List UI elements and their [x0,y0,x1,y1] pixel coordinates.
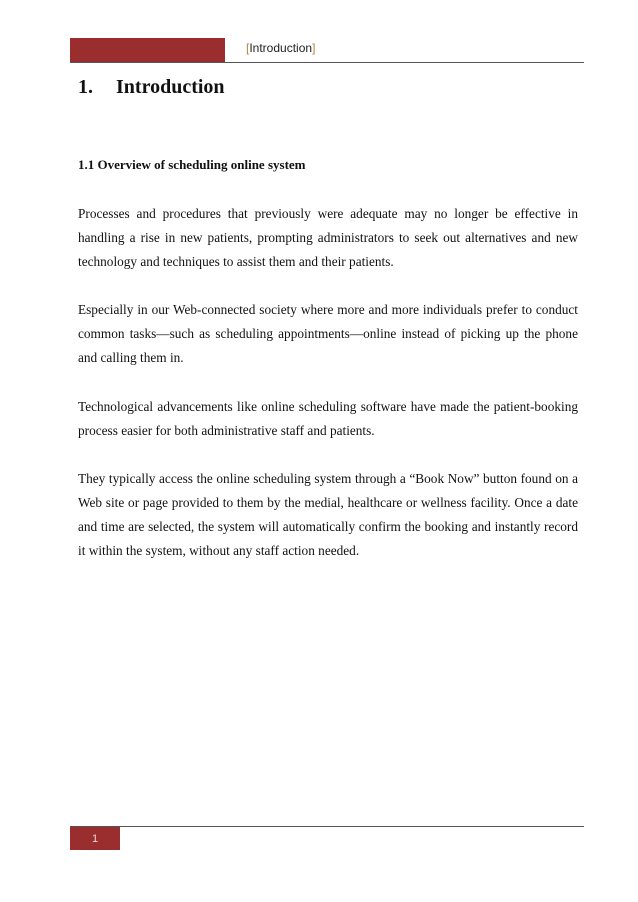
running-header [246,41,315,55]
header-bracket-open: [ [246,41,250,55]
body-paragraph-4: They typically access the online scheduling system through a “Book Now” button found on a Web site or page provided to them by the medial, healthcare or wellness facility. Once a date and time are selected, the system will automatically confirm the booking and instantly record it within the system, without any staff action needed. [78,471,578,558]
chapter-title [78,76,225,99]
chapter-number: 1. [78,76,93,98]
header-bracket-close: ] [312,41,316,55]
header-accent-bar [70,38,225,62]
body-paragraph-1: Processes and procedures that previously were adequate may no longer be effective in handling a rise in new patients, prompting administrators to seek out alternatives and new technology and techniques to assist them and their patients. [78,206,578,269]
footer-rule [70,826,584,827]
header-rule [70,62,584,63]
body-paragraph-2: Especially in our Web-connected society where more and more individuals prefer to conduct common tasks—such as scheduling appointments—online instead of picking up the phone and calling them in. [78,302,578,365]
footer-page-box [70,827,120,850]
page-number: 1 [91,832,99,845]
chapter-title-text: Introduction [116,76,225,98]
body-paragraph-3: Technological advancements like online scheduling software have made the patient-booking process easier for both administrative staff and patients. [78,399,578,438]
header-title: Introduction [249,41,313,55]
section-heading: 1.1 Overview of scheduling online system [78,157,306,172]
